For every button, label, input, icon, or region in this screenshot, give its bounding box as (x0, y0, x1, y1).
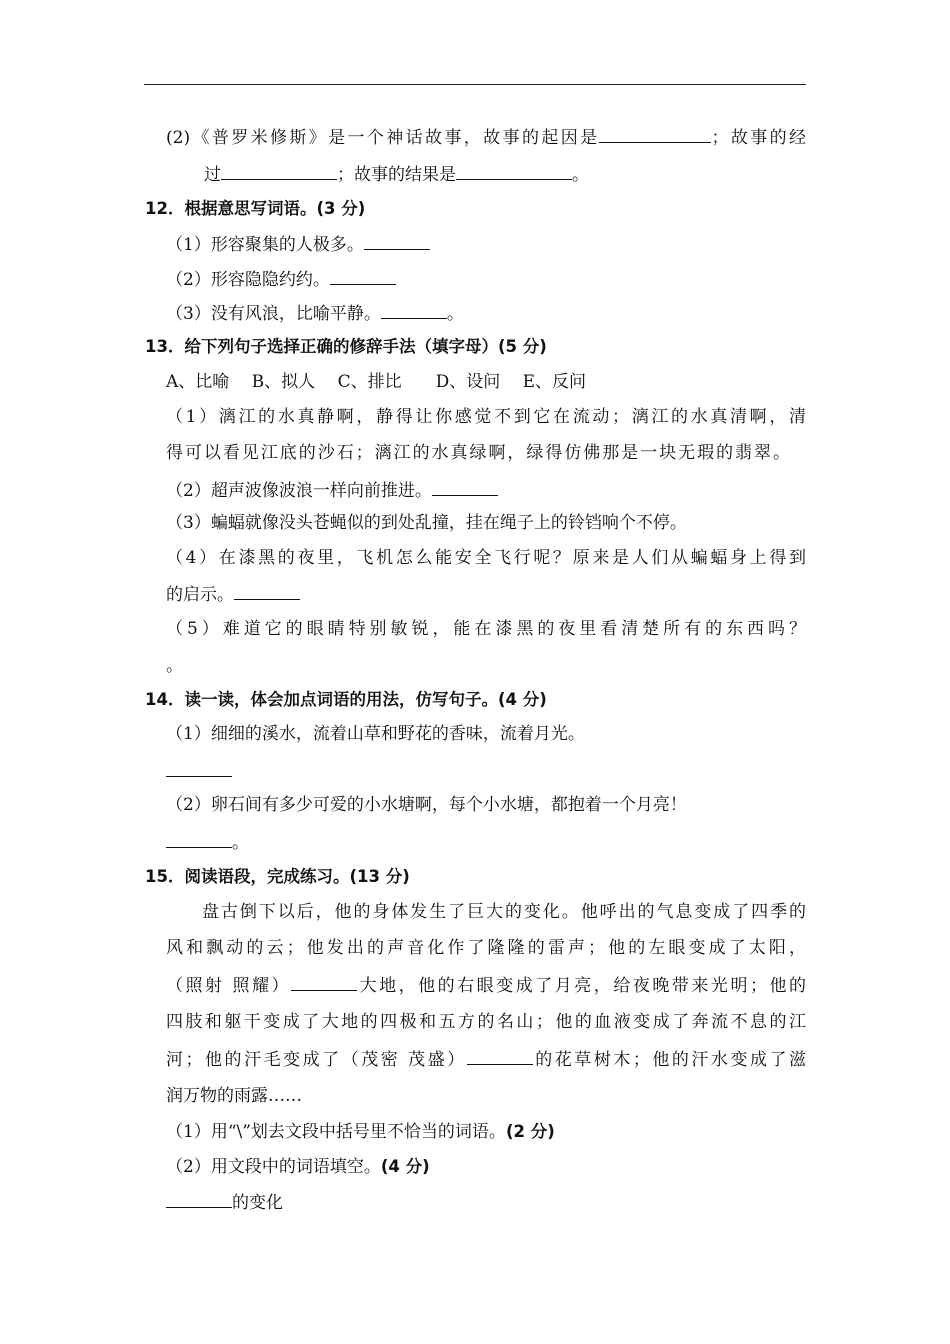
q15-passage-line-5: 河；他的汗毛变成了（茂密 茂盛） 的花草树木；他的汗水变成了滋 (166, 1050, 807, 1070)
q12-title: 12．根据意思写词语。(3 分) (145, 199, 366, 218)
q13-sentence-3: （3）蝙蝠就像没头苍蝇似的到处乱撞，挂在绳子上的铃铛响个不停。 (166, 513, 687, 533)
q13-options: A、比喻 B、拟人 C、排比 D、设问 E、反问 (166, 372, 587, 392)
q13-blank-2[interactable] (432, 479, 498, 496)
q15-passage-line-6: 润万物的雨露…… (166, 1086, 302, 1106)
q13-sentence-2: （2）超声波像波浪一样向前推进。 (166, 479, 498, 502)
q13-sentence-5b: 。 (166, 656, 183, 676)
q15-question-1: （1）用“\”划去文段中括号里不恰当的词语。(2 分) (166, 1122, 555, 1142)
q15-blank-shine[interactable] (291, 974, 357, 991)
q11-cause-blank[interactable] (599, 126, 711, 143)
q15-question-3: 的变化 (166, 1191, 283, 1214)
q14-sentence-2: （2）卵石间有多少可爱的小水塘啊，每个小水塘，都抱着一个月亮！ (166, 795, 687, 815)
q13-sentence-4b: 的启示。 (166, 583, 300, 606)
q15-passage-line-1: 盘古倒下以后，他的身体发生了巨大的变化。他呼出的气息变成了四季的 (202, 902, 806, 922)
q14-sentence-1: （1）细细的溪水，流着山草和野花的香味，流着月光。 (166, 724, 585, 744)
q15-question-2: （2）用文段中的词语填空。(4 分) (166, 1157, 430, 1177)
header-rule (144, 84, 806, 85)
q13-sentence-5a: （5）难道它的眼睛特别敏锐，能在漆黑的夜里看清楚所有的东西吗？ (166, 619, 806, 639)
q15-passage-line-2: 风和飘动的云；他发出的声音化作了隆隆的雷声；他的左眼变成了太阳， (166, 938, 806, 958)
q12-item-1: （1）形容聚集的人极多。 (166, 233, 430, 256)
q11-process-blank[interactable] (221, 163, 337, 180)
q13-sentence-1b: 得可以看见江底的沙石；漓江的水真绿啊，绿得仿佛那是一块无瑕的翡翠。 (166, 443, 790, 463)
q15-blank-change[interactable] (166, 1191, 232, 1208)
q14-title: 14．读一读，体会加点词语的用法，仿写句子。(4 分) (145, 690, 547, 709)
q13-title: 13．给下列句子选择正确的修辞手法（填字母）(5 分) (145, 337, 547, 356)
q13-sentence-4a: （4）在漆黑的夜里，飞机怎么能安全飞行呢？原来是人们从蝙蝠身上得到 (166, 548, 806, 568)
q15-title: 15．阅读语段，完成练习。(13 分) (145, 867, 410, 886)
q11-line-2: 过 ；故事的结果是 。 (204, 165, 589, 185)
q15-passage-line-3: （照射 照耀） 大地，他的右眼变成了月亮，给夜晚带来光明；他的 (166, 976, 807, 996)
q14-answer-line-1 (166, 760, 232, 783)
q12-item-2: （2）形容隐隐约约。 (166, 268, 396, 291)
q12-item-3: （3）没有风浪，比喻平静。 。 (166, 304, 464, 324)
q13-blank-4[interactable] (234, 583, 300, 600)
q14-answer-line-2: 。 (166, 831, 249, 854)
q12-blank-2[interactable] (330, 268, 396, 285)
q11-line-1: (2)《普罗米修斯》是一个神话故事，故事的起因是 ；故事的经 (166, 128, 806, 148)
q15-passage-line-4: 四肢和躯干变成了大地的四极和五方的名山；他的血液变成了奔流不息的江 (166, 1012, 806, 1032)
q14-blank-1[interactable] (166, 760, 232, 777)
q12-blank-1[interactable] (364, 233, 430, 250)
q14-blank-2[interactable] (166, 831, 232, 848)
q12-blank-3[interactable] (381, 302, 447, 319)
q13-sentence-1a: （1）漓江的水真静啊，静得让你感觉不到它在流动；漓江的水真清啊，清 (166, 407, 806, 427)
q15-blank-lush[interactable] (467, 1048, 533, 1065)
q11-result-blank[interactable] (456, 163, 572, 180)
